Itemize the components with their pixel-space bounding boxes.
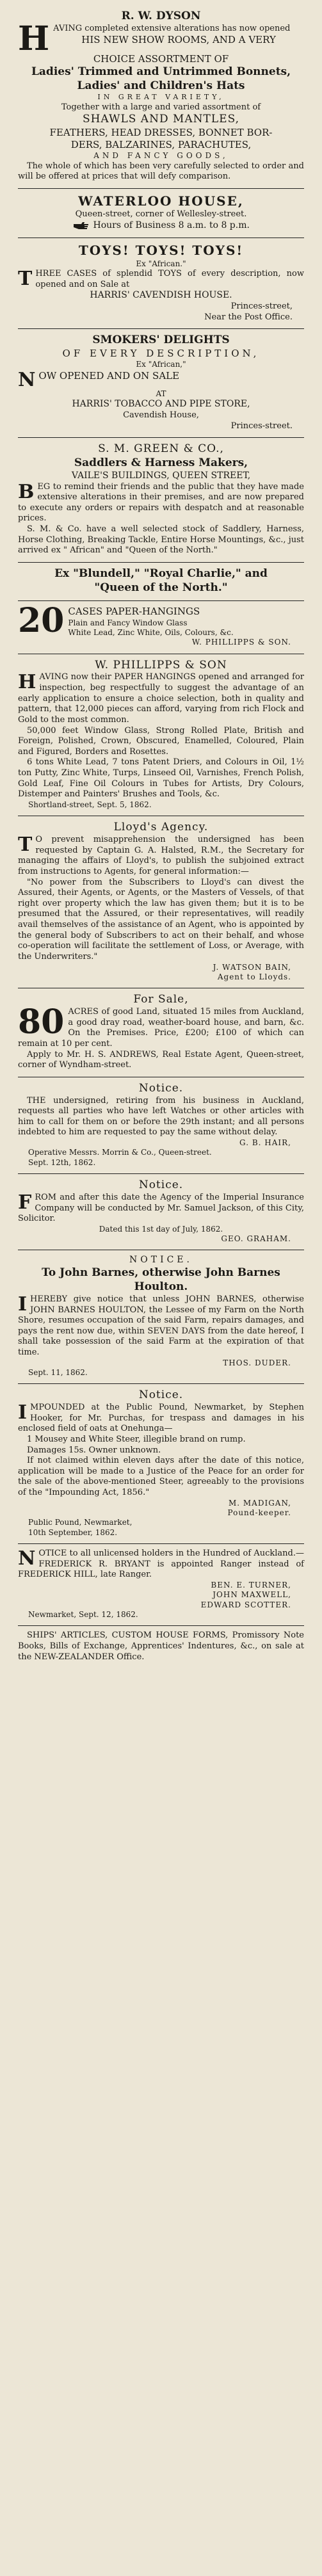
lloyds-signature: J. WATSON BAIN, bbox=[213, 962, 291, 972]
toys-street: Princes-street, bbox=[230, 302, 293, 312]
phillipps-ad bbox=[18, 654, 304, 817]
dyson-choice: CHOICE ASSORTMENT OF bbox=[93, 52, 229, 65]
pound-body: MPOUNDED at the Public Pound, Newmarket, by Stephen Hooker, for Mr. Purchas, for trespass and damages in his enclosed field of oats at Onehunga— bbox=[18, 1403, 304, 1434]
phillipps-p3: 6 tons White Lead, 7 tons Patent Driers, and Colours in Oil, 1½ ton Putty, Zinc White, Turps, Linseed Oil, Varnishes, French Polish, Gold Leaf, Fine Oil Colours in Tubes for Artists, Dry Colours, Distemper and Painters' Brushes and Tools, &c. bbox=[18, 757, 304, 800]
hair-body: THE undersigned, retiring from his business in Auckland, requests all parties who have left Watches or other articles with him to call for them on or before the 29th instant; and all persons indebted to him are requested to pay the same without delay. bbox=[18, 1095, 304, 1138]
ships-line2: "Queen of the North." bbox=[94, 581, 228, 594]
smokers-sub: OF EVERY DESCRIPTION, bbox=[62, 348, 260, 360]
lloyds-signature-title: Agent to Lloyds. bbox=[217, 972, 291, 981]
pound-damages: Damages 15s. Owner unknown. bbox=[27, 1445, 161, 1455]
phillipps-p2: 50,000 feet Window Glass, Strong Rolled Plate, British and Foreign, Polished, Crown, Obscured, Enamelled, Coloured, Plain and Figured, Borders and Rosettes. bbox=[18, 725, 304, 757]
green-address: VAILE'S BUILDINGS, QUEEN STREET, bbox=[71, 470, 251, 481]
ships-line1: Ex "Blundell," "Royal Charlie," and bbox=[54, 567, 268, 580]
graham-signature: GEO. GRAHAM. bbox=[221, 1234, 291, 1244]
dyson-variety: IN GREAT VARIETY, bbox=[97, 93, 225, 102]
toys-store: HARRIS' CAVENDISH HOUSE. bbox=[90, 290, 232, 301]
graham-date: Dated this 1st day of July, 1862. bbox=[99, 1224, 223, 1234]
unlicensed-body: OTICE to all unlicensed holders in the Hundred of Auckland.—FREDERICK R. BRYANT is appointed Ranger instead of FREDERICK HILL, late Ranger. bbox=[18, 1549, 304, 1580]
unlicensed-signer-2: JOHN MAXWELL, bbox=[213, 1590, 291, 1600]
waterloo-hours: Hours of Business 8 a.m. to 8 p.m. bbox=[93, 220, 250, 231]
drop-cap: H bbox=[18, 19, 50, 58]
toys-ship: Ex "African." bbox=[136, 259, 186, 268]
hair-signature: G. B. HAIR, bbox=[239, 1138, 291, 1148]
dyson-bonnets: Ladies' Trimmed and Untrimmed Bonnets, bbox=[31, 65, 291, 78]
green-p2: S. M. & Co. have a well selected stock of Saddlery, Harness, Horse Clothing, Breaking Tackle, Entire Horse Mountings, &c., just arrived ex " African" and "Queen of the North." bbox=[18, 524, 304, 556]
ships-ad bbox=[18, 563, 304, 602]
lloyds-title: Lloyd's Agency. bbox=[113, 821, 209, 834]
smokers-street: Princes-street. bbox=[230, 421, 293, 431]
forsale-title: For Sale, bbox=[133, 993, 189, 1006]
smokers-at: AT bbox=[156, 389, 166, 398]
pound-item: 1 Mousey and White Steer, illegible brand on rump. bbox=[27, 1434, 246, 1444]
lloyds-ad bbox=[18, 816, 304, 988]
hair-location: Operative Messrs. Morrin & Co., Queen-street. bbox=[28, 1148, 212, 1157]
waterloo-address: Queen-street, corner of Wellesley-street. bbox=[75, 209, 247, 220]
unlicensed-date: Newmarket, Sept. 12, 1862. bbox=[28, 1610, 138, 1620]
graham-body: ROM and after this date the Agency of the Imperial Insurance Company will be conducted by Mr. Samuel Jackson, of this City, Solicitor. bbox=[18, 1192, 304, 1224]
smokers-ship: Ex "African," bbox=[136, 360, 186, 369]
pound-date: 10th September, 1862. bbox=[28, 1527, 118, 1537]
unlicensed-signer-3: EDWARD SCOTTER. bbox=[200, 1600, 291, 1609]
dyson-fancy: AND FANCY GOODS, bbox=[93, 151, 229, 161]
forsale-body: ACRES of good Land, situated 15 miles from Auckland, a good dray road, weather-board house, and barn, &c. On the Premises. Price, £200; £100 of which can remain at 10 per cent. bbox=[18, 1007, 304, 1049]
drop-cap: B bbox=[18, 480, 35, 503]
paper-count: 20 bbox=[18, 601, 65, 641]
green-ad bbox=[18, 438, 304, 563]
paper-glass: Plain and Fancy Window Glass bbox=[68, 618, 188, 627]
pound-location: Public Pound, Newmarket, bbox=[28, 1518, 133, 1527]
phillipps-date: Shortland-street, Sept. 5, 1862. bbox=[28, 800, 152, 809]
drop-cap: N bbox=[18, 368, 36, 391]
smokers-cavendish: Cavendish House, bbox=[123, 410, 199, 420]
drop-cap: I bbox=[18, 1292, 28, 1316]
smokers-opened: OW OPENED AND ON SALE bbox=[38, 369, 180, 382]
pound-claim: If not claimed within eleven days after the date of this notice, application will be made to a Justice of the Peace for an order for the sale of the above-mentioned Steer, agreeably to the provisions of the "Impounding Act, 1856." bbox=[18, 1456, 304, 1498]
dyson-showroom: HIS NEW SHOW ROOMS, AND A VERY bbox=[81, 34, 276, 46]
phillipps-title: W. PHILLIPPS & SON bbox=[95, 658, 227, 672]
pound-signature: M. MADIGAN, bbox=[228, 1498, 291, 1508]
toys-near: Near the Post Office. bbox=[204, 312, 293, 322]
forsale-ad bbox=[18, 988, 304, 1077]
forsale-apply: Apply to Mr. H. S. ANDREWS, Real Estate Agent, Queen-street, corner of Wyndham-street. bbox=[18, 1049, 304, 1070]
dyson-intro: AVING completed extensive alterations has now opened bbox=[53, 23, 291, 33]
articles-ad bbox=[18, 1626, 304, 1668]
articles-body: SHIPS' ARTICLES, CUSTOM HOUSE FORMS, Promissory Note Books, Bills of Exchange, Apprentices' Indentures, &c., on sale at the NEW-ZEALANDER Office. bbox=[18, 1630, 304, 1662]
barnes-body: HEREBY give notice that unless JOHN BARNES, otherwise JOHN BARNES HOULTON, the Lessee of my Farm on the North Shore, resumes occupation of the said Farm, repairs damages, and pays the rent now due, within SEVEN DAYS from the date hereof, I shall take possession of the said Farm at the expiration of that time. bbox=[18, 1294, 304, 1357]
drop-cap: T bbox=[18, 833, 33, 857]
toys-body: HREE CASES of splendid TOYS of every description, now opened and on Sale at bbox=[35, 268, 304, 289]
smokers-store: HARRIS' TOBACCO AND PIPE STORE, bbox=[72, 399, 250, 410]
dyson-borders: DERS, BALZARINES, PARACHUTES, bbox=[70, 139, 252, 151]
dyson-feathers: FEATHERS, HEAD DRESSES, BONNET BOR- bbox=[49, 126, 273, 138]
paper-signature: W. PHILLIPPS & SON. bbox=[191, 638, 291, 647]
pound-ad bbox=[18, 1384, 304, 1544]
paper-lead: White Lead, Zinc White, Oils, Colours, &c. bbox=[68, 628, 234, 637]
drop-cap: F bbox=[18, 1191, 32, 1214]
barnes-ad bbox=[18, 1250, 304, 1384]
waterloo-ad bbox=[18, 189, 304, 238]
barnes-addressee: To John Barnes, otherwise John Barnes bbox=[42, 1266, 280, 1280]
forsale-acres: 80 bbox=[18, 1002, 65, 1042]
drop-cap: N bbox=[18, 1547, 36, 1570]
toys-title: TOYS! TOYS! TOYS! bbox=[78, 243, 244, 258]
hair-date: Sept. 12th, 1862. bbox=[28, 1157, 96, 1167]
smokers-ad bbox=[18, 329, 304, 438]
pound-signature-title: Pound-keeper. bbox=[227, 1508, 291, 1518]
pointing-hand-icon bbox=[72, 220, 90, 232]
dyson-hats: Ladies' and Children's Hats bbox=[77, 79, 245, 92]
pound-title: Notice. bbox=[138, 1389, 184, 1402]
dyson-together: Together with a large and varied assortment of bbox=[61, 102, 261, 112]
paper-ad bbox=[18, 601, 304, 654]
phillipps-p1: AVING now their PAPER HANGINGS opened and arranged for inspection, beg respectfully to suggest the advantage of an early application to ensure a choice selection, both in quality and pattern, that 12,000 pieces can afford, varying from rich Flock and Gold to the most common. bbox=[18, 672, 304, 725]
green-trade: Saddlers & Harness Makers, bbox=[74, 456, 248, 469]
paper-cases: CASES PAPER-HANGINGS bbox=[68, 606, 200, 618]
lloyds-extract: "No power from the Subscribers to Lloyd's can divest the Assured, their Agents, or Agents, or the Masters of Vessels, of that right over property which the law has given them; but it is to be presumed that the Assured, or their representatives, will readily avail themselves of the assistance of an Agent, who is appointed by the general body of Subscribers to act on their behalf, and whose co-operation will facilitate the settlement of Loss, or Average, with the Underwriters." bbox=[18, 877, 304, 962]
dyson-ad bbox=[18, 5, 304, 189]
barnes-signature: THOS. DUDER. bbox=[223, 1358, 291, 1367]
waterloo-title: WATERLOO HOUSE, bbox=[78, 193, 244, 209]
toys-ad bbox=[18, 238, 304, 329]
barnes-title: NOTICE. bbox=[129, 1255, 193, 1266]
lloyds-p1: O prevent misapprehension the undersigned has been requested by Captain G. A. Halsted, R.M., the Secretary for managing the affairs of Lloyd's, to publish the subjoined extract from instructions to Agents, for general information:— bbox=[18, 835, 304, 876]
drop-cap: T bbox=[18, 267, 33, 290]
graham-ad bbox=[18, 1174, 304, 1250]
smokers-title: SMOKERS' DELIGHTS bbox=[92, 334, 230, 347]
hair-title: Notice. bbox=[138, 1081, 184, 1095]
advertisement-column bbox=[18, 0, 304, 1668]
unlicensed-signer-1: BEN. E. TURNER, bbox=[211, 1581, 291, 1590]
barnes-date: Sept. 11, 1862. bbox=[28, 1367, 88, 1377]
hair-ad bbox=[18, 1077, 304, 1174]
drop-cap: I bbox=[18, 1401, 28, 1424]
dyson-shawls: SHAWLS AND MANTLES, bbox=[82, 113, 240, 126]
unlicensed-ad bbox=[18, 1544, 304, 1626]
drop-cap: H bbox=[18, 671, 36, 694]
dyson-closing: The whole of which has been very carefully selected to order and will be offered at prices that will defy comparison. bbox=[18, 161, 304, 182]
graham-title: Notice. bbox=[138, 1179, 184, 1192]
barnes-houlton: Houlton. bbox=[134, 1280, 188, 1294]
green-p1: EG to remind their friends and the public that they have made extensive alterations in their premises, and are now prepared to execute any orders or repairs with despatch and at reasonable prices. bbox=[18, 481, 304, 524]
green-name: S. M. GREEN & CO., bbox=[98, 442, 224, 456]
dyson-name: R. W. DYSON bbox=[121, 10, 201, 22]
